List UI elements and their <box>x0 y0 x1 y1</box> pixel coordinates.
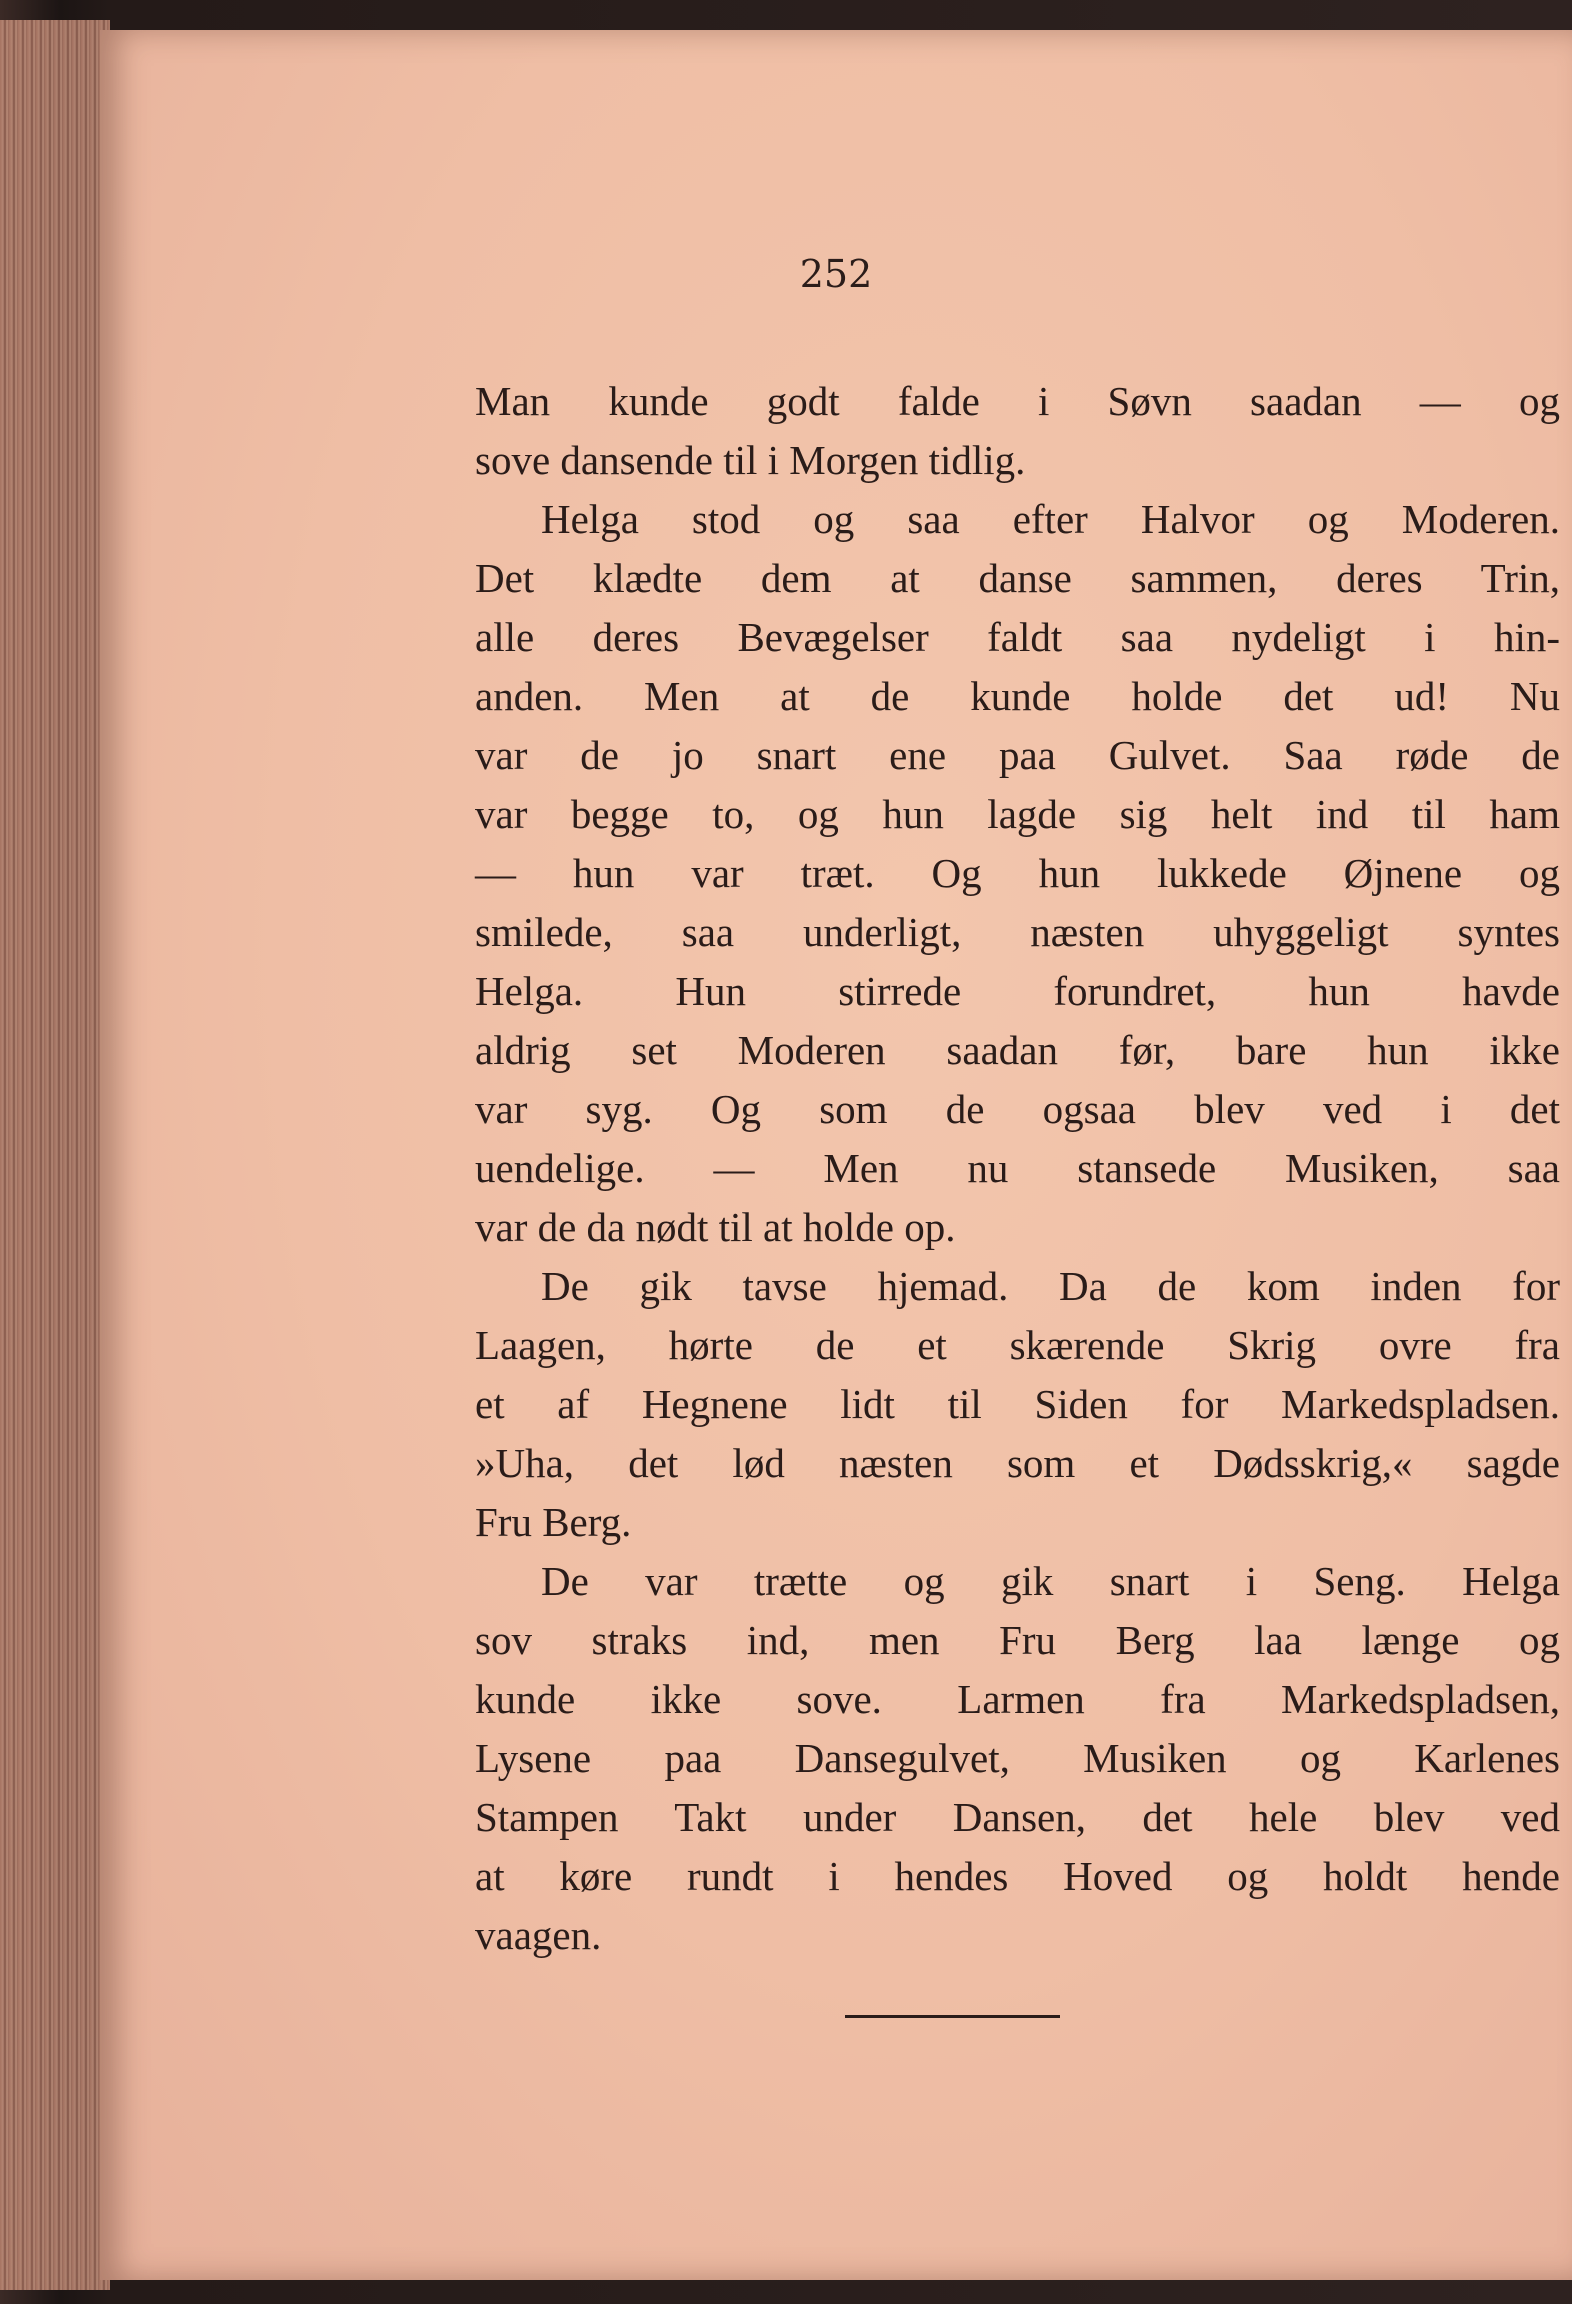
text-line: Lysene paa Dansegulvet, Musiken og Karlenes <box>475 1735 1560 1781</box>
page <box>100 30 1572 2280</box>
text-line: kunde ikke sove. Larmen fra Markedspladsen, <box>475 1676 1560 1722</box>
text-line: Stampen Takt under Dansen, det hele blev ved <box>475 1794 1560 1840</box>
text-line: »Uha, det lød næsten som et Dødsskrig,« sagde <box>475 1440 1560 1486</box>
text-line: De gik tavse hjemad. Da de kom inden for <box>541 1263 1560 1309</box>
text-line: Laagen, hørte de et skærende Skrig ovre fra <box>475 1322 1560 1368</box>
page-number: 252 <box>799 252 873 296</box>
text-line: var de da nødt til at holde op. <box>475 1204 956 1250</box>
text-line: aldrig set Moderen saadan før, bare hun ikke <box>475 1027 1560 1073</box>
text-line: anden. Men at de kunde holde det ud! Nu <box>475 673 1560 719</box>
text-line: var begge to, og hun lagde sig helt ind til ham <box>475 791 1560 837</box>
text-line: at køre rundt i hendes Hoved og holdt hende <box>475 1853 1560 1899</box>
text-line: et af Hegnene lidt til Siden for Markedspladsen. <box>475 1381 1560 1427</box>
text-line: var syg. Og som de ogsaa blev ved i det <box>475 1086 1560 1132</box>
text-line: alle deres Bevægelser faldt saa nydeligt i hin- <box>475 614 1560 660</box>
text-line: sove dansende til i Morgen tidlig. <box>475 437 1026 483</box>
text-line: Man kunde godt falde i Søvn saadan — og <box>475 378 1560 424</box>
text-line: var de jo snart ene paa Gulvet. Saa røde de <box>475 732 1560 778</box>
section-end-rule <box>845 2015 1060 2018</box>
text-line: Det klædte dem at danse sammen, deres Trin, <box>475 555 1560 601</box>
text-line: uendelige. — Men nu stansede Musiken, saa <box>475 1145 1560 1191</box>
text-line: Helga stod og saa efter Halvor og Moderen. <box>541 496 1560 542</box>
text-line: De var trætte og gik snart i Seng. Helga <box>541 1558 1560 1604</box>
text-line: smilede, saa underligt, næsten uhyggeligt syntes <box>475 909 1560 955</box>
text-line: vaagen. <box>475 1912 602 1958</box>
text-line: sov straks ind, men Fru Berg laa længe og <box>475 1617 1560 1663</box>
text-line: Fru Berg. <box>475 1499 632 1545</box>
body-text <box>475 372 1560 1965</box>
page-edges <box>0 20 110 2290</box>
text-line: — hun var træt. Og hun lukkede Øjnene og <box>475 850 1560 896</box>
text-line: Helga. Hun stirrede forundret, hun havde <box>475 968 1560 1014</box>
